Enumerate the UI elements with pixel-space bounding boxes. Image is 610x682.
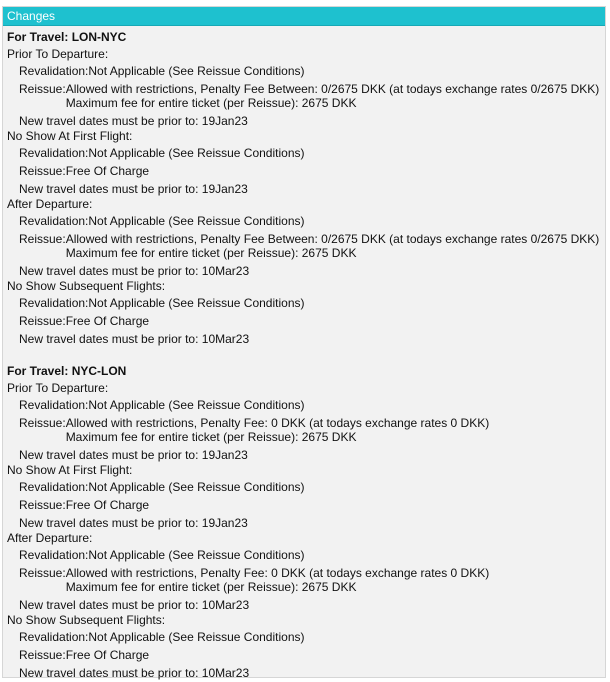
deadline-value: 10Mar23 (201, 598, 250, 612)
deadline-row (19, 666, 605, 680)
rules-content (3, 26, 605, 680)
deadline-label: New travel dates must be prior to: (19, 182, 199, 196)
condition-title: No Show At First Flight: (7, 463, 133, 477)
condition-block (7, 46, 605, 128)
deadline-row (19, 448, 605, 462)
deadline-value: 19Jan23 (201, 448, 248, 462)
condition-title: After Departure: (7, 197, 93, 211)
revalidation-value: Not Applicable (See Reissue Conditions) (88, 146, 305, 160)
revalidation-row (19, 214, 605, 228)
revalidation-label: Revalidation: (19, 548, 89, 562)
reissue-value: Free Of Charge (65, 314, 150, 328)
revalidation-value: Not Applicable (See Reissue Conditions) (88, 214, 305, 228)
revalidation-row (19, 630, 605, 644)
reissue-row (19, 164, 605, 178)
reissue-extra: Maximum fee for entire ticket (per Reissue): 2675 DKK (65, 96, 357, 110)
condition-block (7, 128, 605, 196)
reissue-label: Reissue: (19, 498, 66, 512)
revalidation-row (19, 146, 605, 160)
deadline-label: New travel dates must be prior to: (19, 332, 199, 346)
reissue-row (19, 82, 605, 110)
deadline-label: New travel dates must be prior to: (19, 598, 199, 612)
revalidation-label: Revalidation: (19, 630, 89, 644)
reissue-extra: Maximum fee for entire ticket (per Reissue): 2675 DKK (65, 246, 357, 260)
condition-block (7, 196, 605, 278)
reissue-label: Reissue: (19, 648, 66, 662)
revalidation-row (19, 398, 605, 412)
deadline-label: New travel dates must be prior to: (19, 114, 199, 128)
reissue-row (19, 314, 605, 328)
revalidation-label: Revalidation: (19, 398, 89, 412)
revalidation-label: Revalidation: (19, 214, 89, 228)
revalidation-label: Revalidation: (19, 296, 89, 310)
reissue-value: Free Of Charge (65, 648, 150, 662)
revalidation-value: Not Applicable (See Reissue Conditions) (88, 64, 305, 78)
revalidation-value: Not Applicable (See Reissue Conditions) (88, 398, 305, 412)
reissue-label: Reissue: (19, 164, 66, 178)
reissue-value: Allowed with restrictions, Penalty Fee: 0 DKK (at todays exchange rates 0 DKK) (65, 416, 490, 430)
reissue-row (19, 648, 605, 662)
reissue-row (19, 416, 605, 444)
revalidation-row (19, 548, 605, 562)
revalidation-value: Not Applicable (See Reissue Conditions) (88, 296, 305, 310)
deadline-row (19, 114, 605, 128)
condition-title: After Departure: (7, 531, 93, 545)
reissue-label: Reissue: (19, 416, 66, 430)
reissue-value: Free Of Charge (65, 498, 150, 512)
reissue-label: Reissue: (19, 82, 66, 96)
deadline-label: New travel dates must be prior to: (19, 448, 199, 462)
reissue-row (19, 498, 605, 512)
reissue-row (19, 232, 605, 260)
revalidation-row (19, 296, 605, 310)
deadline-value: 10Mar23 (201, 666, 250, 680)
travel-title: For Travel: LON-NYC (7, 30, 127, 44)
condition-title: No Show Subsequent Flights: (7, 613, 166, 627)
condition-title: Prior To Departure: (7, 381, 109, 395)
condition-title: Prior To Departure: (7, 47, 109, 61)
revalidation-value: Not Applicable (See Reissue Conditions) (88, 630, 305, 644)
deadline-row (19, 598, 605, 612)
condition-title: No Show At First Flight: (7, 129, 133, 143)
revalidation-row (19, 64, 605, 78)
travel-section (7, 29, 605, 346)
panel-header (3, 7, 605, 26)
revalidation-row (19, 480, 605, 494)
travel-title: For Travel: NYC-LON (7, 364, 127, 378)
deadline-row (19, 332, 605, 346)
reissue-value: Free Of Charge (65, 164, 150, 178)
condition-block (7, 278, 605, 346)
deadline-row (19, 516, 605, 530)
deadline-value: 10Mar23 (201, 332, 250, 346)
reissue-label: Reissue: (19, 232, 66, 246)
revalidation-label: Revalidation: (19, 64, 89, 78)
revalidation-label: Revalidation: (19, 480, 89, 494)
reissue-value: Allowed with restrictions, Penalty Fee Between: 0/2675 DKK (at todays exchange rates 0/2675 DKK) (65, 232, 600, 246)
travel-section (7, 363, 605, 680)
deadline-label: New travel dates must be prior to: (19, 516, 199, 530)
panel-title: Changes (7, 9, 56, 23)
reissue-row (19, 566, 605, 594)
reissue-label: Reissue: (19, 566, 66, 580)
reissue-label: Reissue: (19, 314, 66, 328)
deadline-value: 19Jan23 (201, 182, 248, 196)
condition-title: No Show Subsequent Flights: (7, 279, 166, 293)
deadline-label: New travel dates must be prior to: (19, 264, 199, 278)
deadline-row (19, 264, 605, 278)
condition-block (7, 380, 605, 462)
reissue-extra: Maximum fee for entire ticket (per Reissue): 2675 DKK (65, 430, 357, 444)
revalidation-label: Revalidation: (19, 146, 89, 160)
condition-block (7, 612, 605, 680)
deadline-value: 19Jan23 (201, 114, 248, 128)
deadline-row (19, 182, 605, 196)
condition-block (7, 530, 605, 612)
condition-block (7, 462, 605, 530)
deadline-value: 19Jan23 (201, 516, 248, 530)
revalidation-value: Not Applicable (See Reissue Conditions) (88, 548, 305, 562)
deadline-value: 10Mar23 (201, 264, 250, 278)
reissue-value: Allowed with restrictions, Penalty Fee: 0 DKK (at todays exchange rates 0 DKK) (65, 566, 490, 580)
reissue-value: Allowed with restrictions, Penalty Fee Between: 0/2675 DKK (at todays exchange rates 0/2675 DKK) (65, 82, 600, 96)
revalidation-value: Not Applicable (See Reissue Conditions) (88, 480, 305, 494)
deadline-label: New travel dates must be prior to: (19, 666, 199, 680)
reissue-extra: Maximum fee for entire ticket (per Reissue): 2675 DKK (65, 580, 357, 594)
changes-panel (2, 6, 606, 678)
